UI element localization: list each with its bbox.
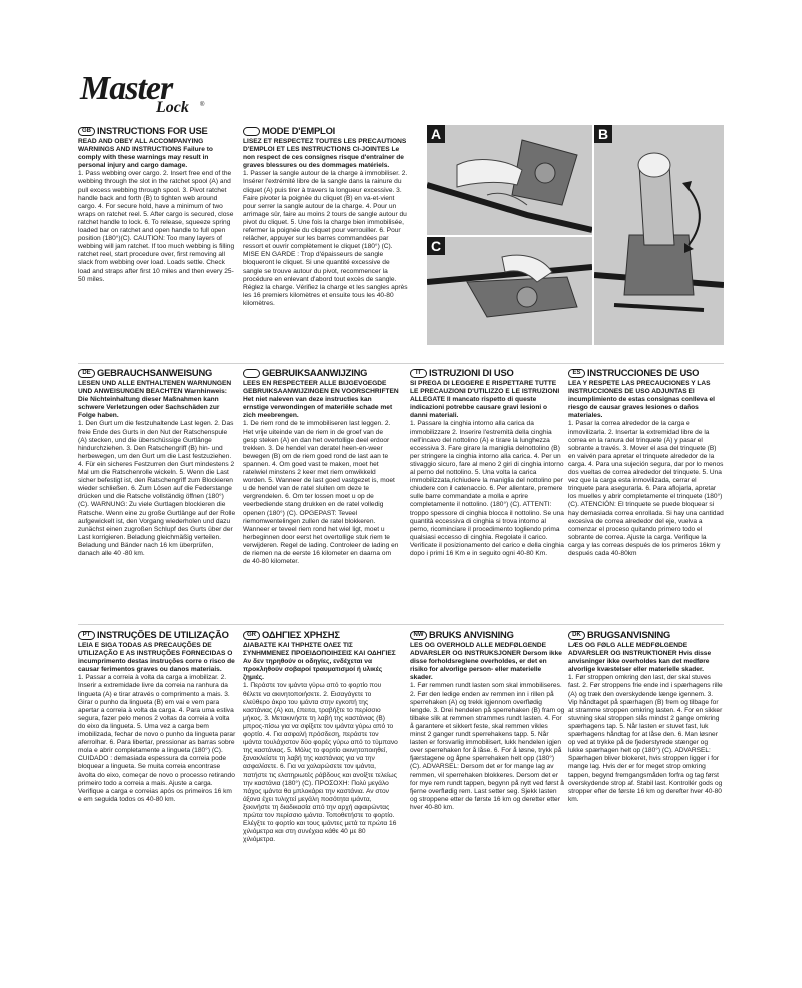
language-badge: GB [78,127,95,136]
section-it [410,368,565,620]
language-badge [243,127,260,136]
warning-text: LEA Y RESPETE LAS PRECAUCIONES Y LAS INSTRUCCIONES DE USO ADJUNTAS El incumplimiento de estas consignas conlleva el riesgo de causar graves lesiones o daños materiales. [568,380,715,420]
section-title: INSTRUCCIONES DE USO [587,368,700,379]
language-badge: DK [568,631,585,640]
ratchet-insert-illustration [427,125,592,235]
instruction-figures [427,125,724,345]
instructions-text: 1. Passar a correia à volta da carga a imobilizar. 2. Inserir a extremidade livre da correia na ranhura da lingueta (A) e tirar através o comprimento a mais. 3. Girar o punho da lingueta (B) em vai e vem para apertar a correia à volta da carga. 4. Para uma estiva segura, fazer pelo menos 2 voltas da correia à volta do eixo da lingueta. 5. Uma vez a carga bem imobilizada, fechar de novo o punho da lingueta parar aferrolhar. 6. Para libertar, pressionar as barras sobre mola e abrir completamente a lingueta (180°) (C). CUIDADO : demasiada espessura da correia pode bloquear a lingueta. Se muita correia encontrase àvolta do eixo, começar de novo o processo retirando primeiro todo a correia a mais. Ajuste a carga. Verifique a carga e correias após os primeiros 16 km e em seguida todos os 40-80 km. [78,674,236,803]
instructions-text: 1. Pass webbing over cargo. 2. Insert free end of the webbing through the slot in the ratchet spool (A) and pull excess webbing through spool. 3. Pivot ratchet handle back and forth (B) to tighten web around cargo. 4. For secure hold, have a minimum of two wraps on ratchet reel. 5. After cargo is secured, close ratchet handle to lock. 6. To release, squeeze spring loaded bar on ratchet and open handle to full open position (180°)(C). CAUTION: Too many layers of webbing will jam ratchet. If too much webbing is filling ratchet reel, start procedure over, first removing all slack from webbing over load. Loads settle. Check load and straps after first 10 miles and then every 25-50 miles. [78,170,235,283]
figure-b [594,125,724,345]
warning-text: LISEZ ET RESPECTEZ TOUTES LES PRECAUTIONS D'EMPLOI ET LES INSTRUCTIONS CI-JOINTES Le non respect de ces consignes risque d'entraîner de graves blessures ou des dommages matériels. [243,138,407,170]
section-title: MODE D'EMPLOI [262,126,336,137]
section-title: GEBRUIKSAANWIJZING [262,368,368,379]
section-title: INSTRUÇÕES DE UTILIZAÇÃO [97,630,229,641]
instructions-text: 1. Περάστε τον ιμάντα γύρω από το φορτίο που θέλετε να ακινητοποιήσετε. 2. Εισαγάγετε το ελεύθερο άκρο του ιμάντα στην εγκοπή της καστάνιας (A) και, έπειτα, τραβήξτε το περίσσιο μήκος. 3. Μετακινήστε τη λαβή της καστάνιας (B) μπρος-πίσω για να σφίξετε τον ιμάντα γύρω από το φορτίο. 4. Για ασφαλή πρόσδεση, περάστε τον ιμάντα τουλάχιστον δύο φορές γύρω από το τύμπανο της καστάνιας. 5. Μόλις το φορτίο ακινητοποιηθεί, ξανακλείστε τη λαβή της καστάνιας για να την ασφαλίσετε. 6. Για να χαλαρώσετε τον ιμάντα, πατήστε τις ελατηριωτές ράβδους και ανοίξτε τελείως την καστάνια (180°) (C). ΠΡΟΣΟΧΗ: Πολύ μεγάλο πάχος ιμάντα θα μπλοκάρει την καστάνια. Αν στον άξονα έχει τυλιχτεί μεγάλη ποσότητα ιμάντα, ξεκινήστε τη διαδικασία από την αρχή αφαιρώντας πρώτα τον περίσσιο ιμάντα. Τοποθετήστε το φορτίο. Ελέγξτε το φορτίο και τους ιμάντες μετά τα πρώτα 16 χιλιόμετρα και στη συνέχεια κάθε 40 με 80 χιλιόμετρα. [243,682,398,844]
brand-name: Master [80,70,173,107]
section-title: ISTRUZIONI DI USO [429,368,514,379]
brand-logo [80,72,212,114]
section-nw [410,630,565,960]
section-es [568,368,724,620]
ratchet-release-illustration [427,237,592,345]
language-badge: IT [410,369,427,378]
section-title: BRUKS ANVISNING [429,630,514,641]
language-badge [243,369,260,378]
instructions-text: 1. Før stroppen omkring den last, der skal stuves fast. 2. Før stroppens frie ende ind i spærhagens rille (A) og træk den overskydende længe igennem. 3. Vip håndtaget på spærhagen (B) frem og tilbage for at stramme stroppen omkring lasten. 4. For en sikker stuvning skal stroppen slås mindst 2 gange omkring spærhagens tap. 5. Når lasten er stuvet fast, luk spærhagens håndtag for at låse den. 6. Man løsner op ved at trykke på de fjederstyrede stænger og lukke spærhagen helt op (180°) (C). ADVARSEL: Spærhagen bliver blokeret, hvis stroppen ligger i for mange lag. Hvis der er for meget strop omkring tappen, begynd fremgangsmåden forfra og tag først overskydende strop af. Stabil last. Kontrollér gods og stropper efter de første 16 km og derefter hver 40-80 km. [568,674,723,803]
section-title: GEBRAUCHSANWEISUNG [97,368,213,379]
language-badge: DE [78,369,95,378]
registered-mark: ® [200,102,205,108]
warning-text: SI PREGA DI LEGGERE E RISPETTARE TUTTE LE PRECAUZIONI D'UTILIZZO E LE ISTRUZIONI ALLEGATE Il mancato rispetto di queste indicazioni potrebbe causare gravi lesioni o danni materiali. [410,380,560,420]
instructions-text: 1. De riem rond de te immobiliseren last leggen. 2. Het vrije uiteinde van de riem in de groef van de gesp steken (A) en dan het overtollige deel erdoor trekken. 3. De hendel van deratel heen-en-weer bewegen (B) om de riem goed rond de last aan te spannen. 4. Om goed vast te maken, moet het ratelwiel minstens 2 keer met riem omwikkeld worden. 5. Wanneer de last goed vastgezet is, moet u de hendel van de ratel sluiten om deze te vergrendelen. 6. Om ter lossen moet u op de veerbediende stang drukken en de ratel volledig openen (180°) (C). OPGEPAST: Teveel riemomwentelingen zullen de ratel blokkeren. Wanneer er teveel riem rond het wiel ligt, moet u herbeginnen door eerst het overtollige stuk riem te verwijderen. Regel de lading. Controleer de lading en de riemen na de eerste 16 kilometer en daarna om de 40-80 kilometer. [243,420,399,566]
warning-text: LES OG OVERHOLD ALLE MEDFØLGENDE ADVARSLER OG INSTRUKSJONER Dersom ikke disse forholdsreglene overholdes, er det en risiko for alvorlige person- eller materielle skader. [410,642,562,682]
language-badge: ES [568,369,585,378]
instructions-text: 1. Den Gurt um die festzuhaltende Last legen. 2. Das freie Ende des Gurts in den Nut der Ratschenspule (A) stecken, und die überschüssige Gurtlänge hindurchziehen. 3. Den Ratschengriff (B) hin- und herbewegen, um den Gurt um die Last festzuziehen. 4. Für ein sicheres Festzurren den Gurt mindestens 2 Mal um die Ratschenrolle wickeln. 5. Wenn die Last sicher befestigt ist, den Ratschengriff zum Blockieren wieder schließen. 6. Zum Lösen auf die Federstange drücken und die Ratsche vollständig öffnen (180°) (C). WARNUNG: Zu viele Gurtlagen blockieren die Ratsche. Wenn eine zu große Gurtlänge auf der Rolle aufgewickelt ist, den Vorgang wiederholen und dazu zunächst einen zugroßen Schlupf des Gurts über der Last korrigieren. Beladung gleichmäßig verteilen. Beladung und Bänder nach 16 km überprüfen, danach alle 40 -80 km. [78,420,236,557]
instructions-text: 1. Passer la sangle autour de la charge à immobiliser. 2. Insérer l'extrémité libre de la sangle dans la rainure du cliquet (A) puis tirer à travers la longueur excessive. 3. Faire pivoter la poignée du cliquet (B) en va-et-vient pour serrer la sangle autour de la charge. 4. Pour un arrimage sûr, faire au moins 2 tours de sangle autour du pivot du cliquet. 5. Une fois la charge bien immobilisée, refermer la poignée du cliquet pour verrouiller. 6. Pour relâcher, appuyer sur les barres commandées par ressort et ouvrir complètement le cliquet (180°) (C). MISE EN GARDE : Trop d'épaisseurs de sangle bloqueront le cliquet. Si une quantité excessive de sangle se trouve autour du pivot, recommencer la procédure en enlevant d'abord tout excès de sangle. Réglez la charge. Vérifiez la charge et les sangles après les 16 premiers kilomètres et ensuite tous les 40-80 kilomètres. [243,170,408,307]
language-badge: NW [410,631,427,640]
section-title: INSTRUCTIONS FOR USE [97,126,208,137]
warning-text: READ AND OBEY ALL ACCOMPANYING WARNINGS AND INSTRUCTIONS Failure to comply with these warnings may result in personal injury and cargo damage. [78,138,213,170]
warning-text: LEIA E SIGA TODAS AS PRECAUÇÕES DE UTILIZAÇÃO E AS INSTRUÇÕES FORNECIDAS O incumprimento destas instruções corre o risco de causar ferimentos graves ou danos materiais. [78,642,235,674]
row-divider [78,624,724,625]
ratchet-handle-illustration [594,125,724,345]
figure-a-label: A [427,125,445,143]
warning-text: LÆS OG FØLG ALLE MEDFØLGENDE ADVARSLER OG INSTRUKTIONER Hvis disse anvisninger ikke overholdes kan det medføre alvorlige kvæstelser eller materielle skader. [568,642,712,674]
figure-c-label: C [427,237,445,255]
instructions-text: 1. Passare la cinghia intorno alla carica da immobilizzare 2. Inserire l'estremità della cinghia nell'incavo del nottolino (A) e tirare la lunghezza eccessiva 3. Fare girare la maniglia delnottolino (B) per stringere la cinghia intorno alla carica. 4. Per un stivaggio sicuro, fare al meno 2 giri di cinghia intorno al perno del nottolino. 5. Una volta la carica immobilizzata,richiudere la maniglia del nottolino per chiudere con il catenaccio. 6. Per allentare, premere sulle barre commandate a molla e aprire completamente il nottolino. (180°) (C). ATTENTI: troppo spessore di cinghia blocca il nottolino. Se una quantità eccessiva di cinghia si trova intorno al perno, ricominciare il procedimento togliendo prima qualsiasi eccesso di cinghia. Regolate il carico. Verificate il posizionamento del carico e della cinghia dopo i primi 16 Km e in seguito ogni 40-80 Km. [410,420,564,557]
figure-b-label: B [594,125,612,143]
figure-a [427,125,592,235]
section-gb [78,126,236,326]
section-fr [243,126,409,362]
warning-text: ΔΙΑΒΑΣΤΕ ΚΑΙ ΤΗΡΗΣΤΕ ΟΛΕΣ ΤΙΣ ΣΥΝΗΜΜΕΝΕΣ ΠΡΟΕΙΔΟΠΟΙΗΣΕΙΣ ΚΑΙ ΟΔΗΓΙΕΣ Αν δεν τηρηθούν οι οδηγίες, ενδέχεται να προκληθούν σοβαροί τραυματισμοί ή υλικές ζημιές. [243,642,396,682]
row-divider [78,363,724,364]
figure-c [427,237,592,345]
section-dk [568,630,724,960]
section-gr [243,630,399,960]
instructions-text: 1. Før remmen rundt lasten som skal immobiliseres. 2. Før den ledige enden av remmen inn i rillen på sperrehaken (A) og trekk igjennom overflødig lengde. 3. Drei hendelen på sperrehaken (B) fram og tilbake slik at remmen strammes rundt lasten. 4. For å garantere et sikkert feste, skal remmen vikles minst 2 ganger rundt sperrehakens tapp. 5. Når lasten er forsvarlig immobilisert, lukk hendelen igjen over sperrehaken for å låse. 6. For å løsne, trykk på fjærstagene og åpne sperrehaken helt opp (180°) (C). ADVARSEL: Dersom det er for mange lag av remmen, vil sperrehaken blokkeres. Dersom det er for mye rem rundt tappen, begynn på nytt ved først å fjerne overflødig rem. Last setter seg. Sjekk lasten og stroppene etter de første 16 km og deretter etter hver 40-80 km. [410,682,565,811]
section-title: ΟΔΗΓΙΕΣ ΧΡΗΣΗΣ [262,630,340,641]
language-badge: PT [78,631,95,640]
section-de [78,368,236,620]
language-badge: GR [243,631,260,640]
section-pt [78,630,236,960]
brand-subname: Lock [156,99,189,116]
warning-text: LESEN UND ALLE ENTHALTENEN WARNUNGEN UND ANWEISUNGEN BEACHTEN Warnhinweis: Die Nichteinhaltung dieser Maßnahmen kann schwere Verletzungen oder Sachschäden zur Folge haben. [78,380,232,420]
section-nl [243,368,399,620]
warning-text: LEES EN RESPECTEER ALLE BIJGEVOEGDE GEBRUIKSAANWIJZINGEN EN VOORSCHRIFTEN Het niet naleven van deze instructies kan ernstige verwondingen of materiële schade met zich meebrengen. [243,380,399,420]
section-title: BRUGSANVISNING [587,630,671,641]
instructions-text: 1. Pasar la correa alrededor de la carga e inmovilizarla. 2. Insertar la extremidad libre de la correa en la ranura del trinquete (A) y pasar el sobrante a través. 3. Mover el asa del trinquete (B) en vaivén para apretar el trinquete alrededor de la carga. 4. Para una sujeción segura, dar por lo menos dos vueltas de correa alrededor del trinquete. 5. Una vez que la carga esta inmovilizada, cerrar el trinquete para asegurarla. 6. Para aflojarla, apretar los muelles y abrir completamente el trinquete (180°) (C). ATENCIÓN: El trinquete se puede bloquear si hay demasiada correa enrollada. Si hay una cantidad excesiva de correa alrededor del eje, vuelva a comenzar el proceso quitando primero todo el sobrante de correa. Ajuste la carga. Verifique la carga y las correas después de los primeros 16km y después cada 40-80km [568,420,724,557]
